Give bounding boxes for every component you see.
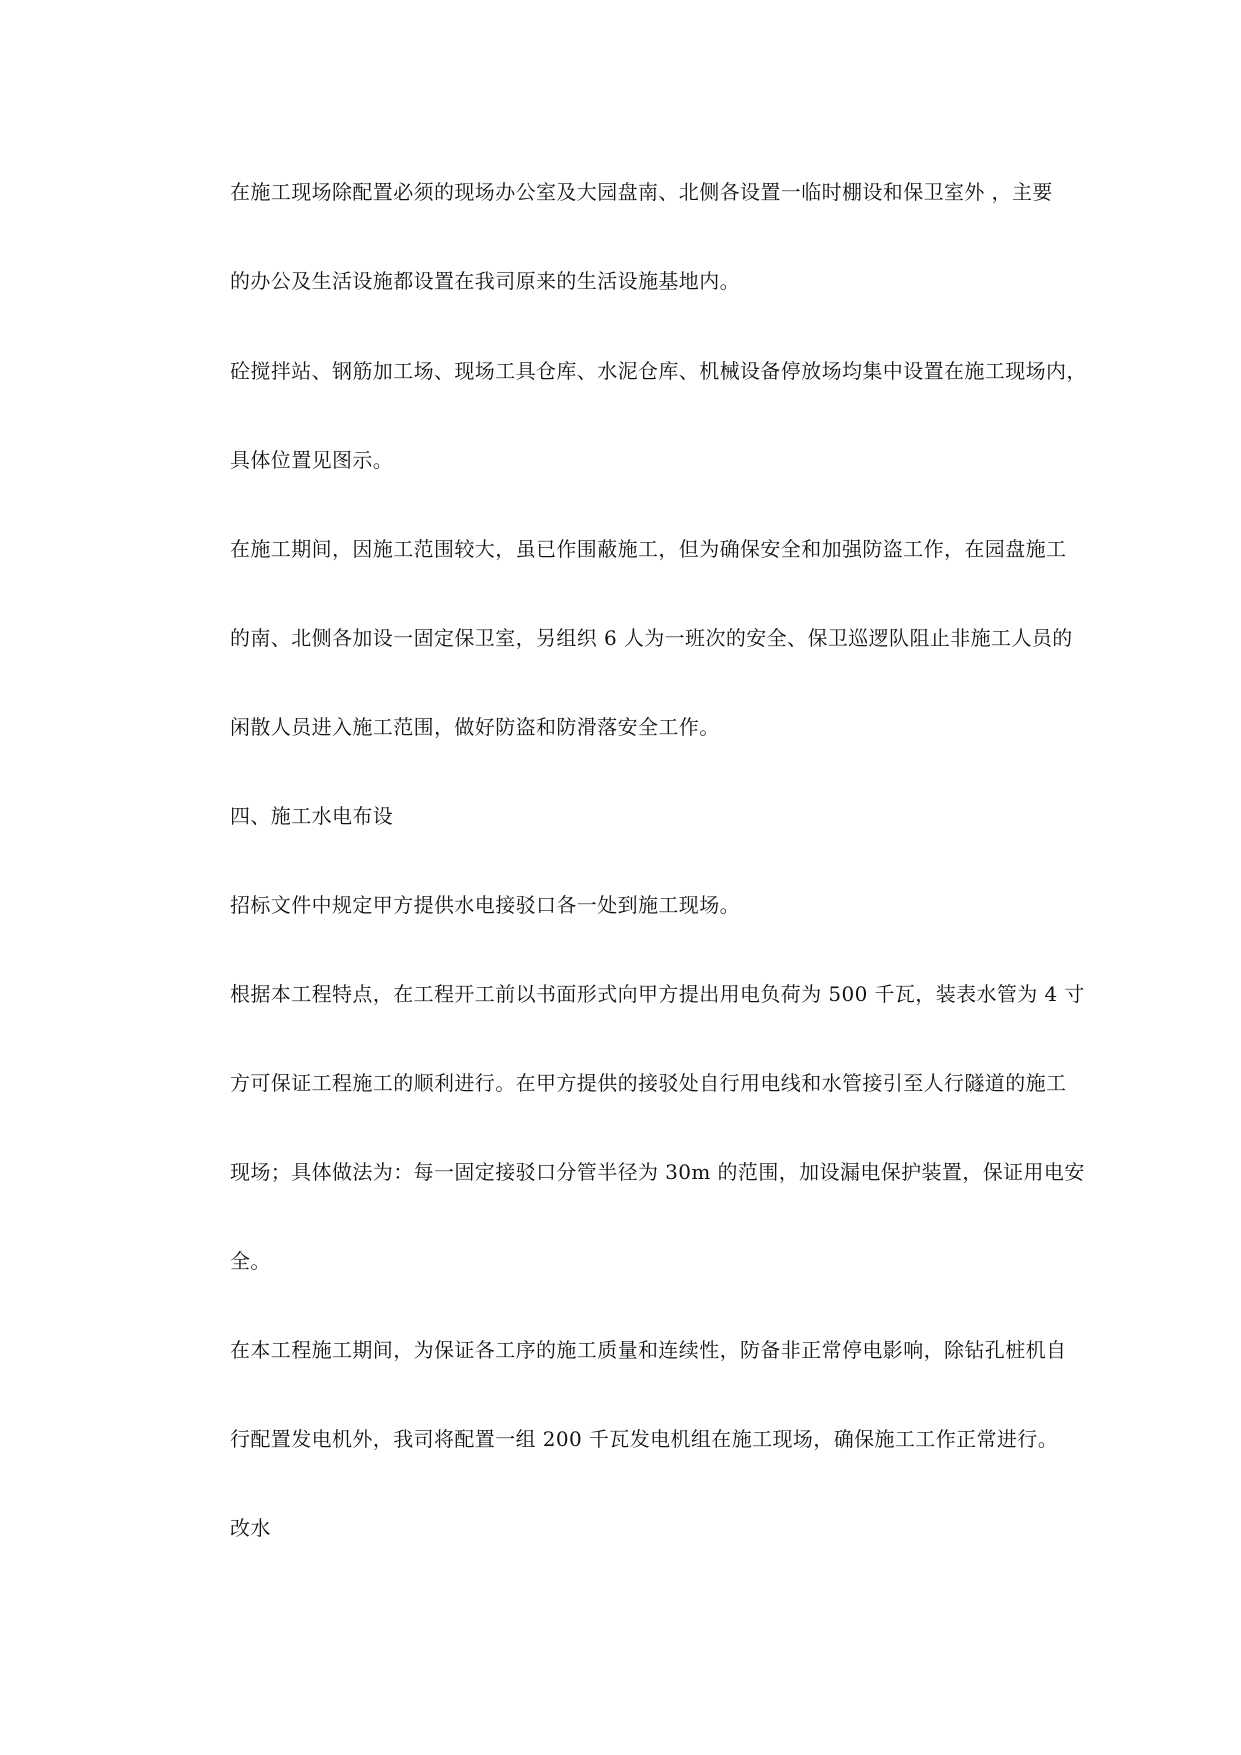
text-line-2: 的办公及生活设施都设置在我司原来的生活设施基地内。	[230, 269, 740, 293]
section-heading: 四、施工水电布设	[230, 804, 394, 828]
text-line-13: 全。	[230, 1249, 271, 1273]
text-line-5: 在施工期间，因施工范围较大，虽已作围蔽施工，但为确保安全和加强防盗工作，在园盘施工	[230, 537, 1067, 561]
text-line-14: 在本工程施工期间，为保证各工序的施工质量和连续性，防备非正常停电影响，除钻孔桩机自	[230, 1338, 1067, 1362]
text-line-9: 招标文件中规定甲方提供水电接驳口各一处到施工现场。	[230, 893, 740, 917]
text-line-12: 现场；具体做法为：每一固定接驳口分管半径为 30m 的范围，加设漏电保护装置，保证用电安	[230, 1160, 1085, 1184]
text-line-11: 方可保证工程施工的顺利进行。在甲方提供的接驳处自行用电线和水管接引至人行隧道的施工	[230, 1071, 1067, 1095]
text-line-10: 根据本工程特点，在工程开工前以书面形式向甲方提出用电负荷为 500 千瓦，装表水管为 4 寸	[230, 982, 1085, 1006]
text-line-3: 砼搅拌站、钢筋加工场、现场工具仓库、水泥仓库、机械设备停放场均集中设置在施工现场内，	[230, 359, 1087, 383]
text-line-1: 在施工现场除配置必须的现场办公室及大园盘南、北侧各设置一临时棚设和保卫室外 ，主要	[230, 180, 1053, 204]
text-line-15: 行配置发电机外，我司将配置一组 200 千瓦发电机组在施工现场，确保施工工作正常进行。	[230, 1427, 1059, 1451]
text-line-16: 改水	[230, 1516, 271, 1540]
text-line-7: 闲散人员进入施工范围，做好防盗和防滑落安全工作。	[230, 715, 720, 739]
text-line-6: 的南、北侧各加设一固定保卫室，另组织 6 人为一班次的安全、保卫巡逻队阻止非施工人员的	[230, 626, 1073, 650]
text-line-4: 具体位置见图示。	[230, 448, 394, 472]
